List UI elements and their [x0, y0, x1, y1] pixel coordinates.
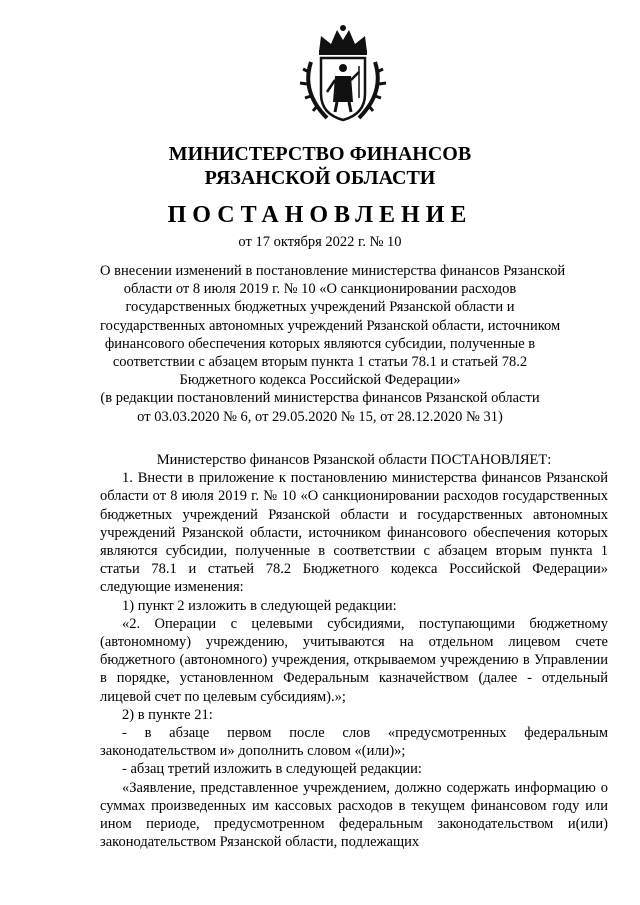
subject-line: области от 8 июля 2019 г. № 10 «О санкционировании расходов [123, 281, 517, 298]
body-paragraph: 1. Внести в приложение к постановлению министерства финансов Рязанской области от 8 июля 2019 г. № 10 «О санкционировании расходов государственных бюджетных учреждений Рязанской области и государственных автономных учреждений Рязанской области, источником финансового обеспечения которых являются субсидии, полученные в соответствии с абзацем вторым пункта 1 статьи 78.1 и статьей 78.2 Бюджетного кодекса Российской Федерации» следующие изменения: [100, 470, 608, 596]
body-paragraph: «Заявление, представленное учреждением, должно содержать информацию о суммах произведенных им кассовых расходов в текущем финансовом году или ином периоде, предусмотренном федеральным законодательством и(или) законодательством Рязанской области, подлежащих [100, 779, 608, 851]
document-type-title: ПОСТАНОВЛЕНИЕ [167, 202, 473, 228]
subject-line: О внесении изменений в постановление министерства финансов Рязанской [100, 263, 566, 279]
document-body [100, 451, 608, 851]
document-subject [100, 262, 566, 426]
ministry-name-line2: РЯЗАНСКОЙ ОБЛАСТИ [204, 167, 436, 189]
subject-line: соответствии с абзацем вторым пункта 1 статьи 78.1 и статьей 78.2 [112, 354, 528, 371]
body-paragraph: - в абзаце первом после слов «предусмотренных федеральным законодательством и» дополнить словом «(или)»; [100, 725, 608, 760]
subject-line: финансового обеспечения которых являются субсидии, полученные в [104, 335, 536, 352]
subject-line: государственных бюджетных учреждений Рязанской области и [125, 299, 515, 316]
body-paragraph: «2. Операции с целевыми субсидиями, поступающими бюджетному (автономному) учреждению, учитываются на отдельном лицевом счете бюджетного (автономного) учреждения, открываемом учреждению в Управлении в порядке, установленном Федеральным казначейством (далее - отдельный лицевой счет по целевым субсидиям).»; [100, 615, 608, 705]
preamble: Министерство финансов Рязанской области ПОСТАНОВЛЯЕТ: [156, 452, 552, 468]
body-paragraph: 2) в пункте 21: [122, 706, 213, 723]
subject-line: Бюджетного кодекса Российской Федерации» [179, 372, 461, 389]
subject-line: от 03.03.2020 № 6, от 29.05.2020 № 15, от 28.12.2020 № 31) [137, 408, 503, 425]
body-paragraph: 1) пункт 2 изложить в следующей редакции: [122, 597, 397, 614]
ryazan-coat-of-arms-icon [297, 22, 389, 124]
subject-line: (в редакции постановлений министерства финансов Рязанской области [100, 390, 540, 407]
ministry-name-line1: МИНИСТЕРСТВО ФИНАНСОВ [168, 143, 472, 165]
document-date-number: от 17 октября 2022 г. № 10 [238, 234, 402, 250]
body-paragraph: - абзац третий изложить в следующей редакции: [122, 761, 422, 778]
subject-line: государственных автономных учреждений Рязанской области, источником [100, 317, 561, 334]
